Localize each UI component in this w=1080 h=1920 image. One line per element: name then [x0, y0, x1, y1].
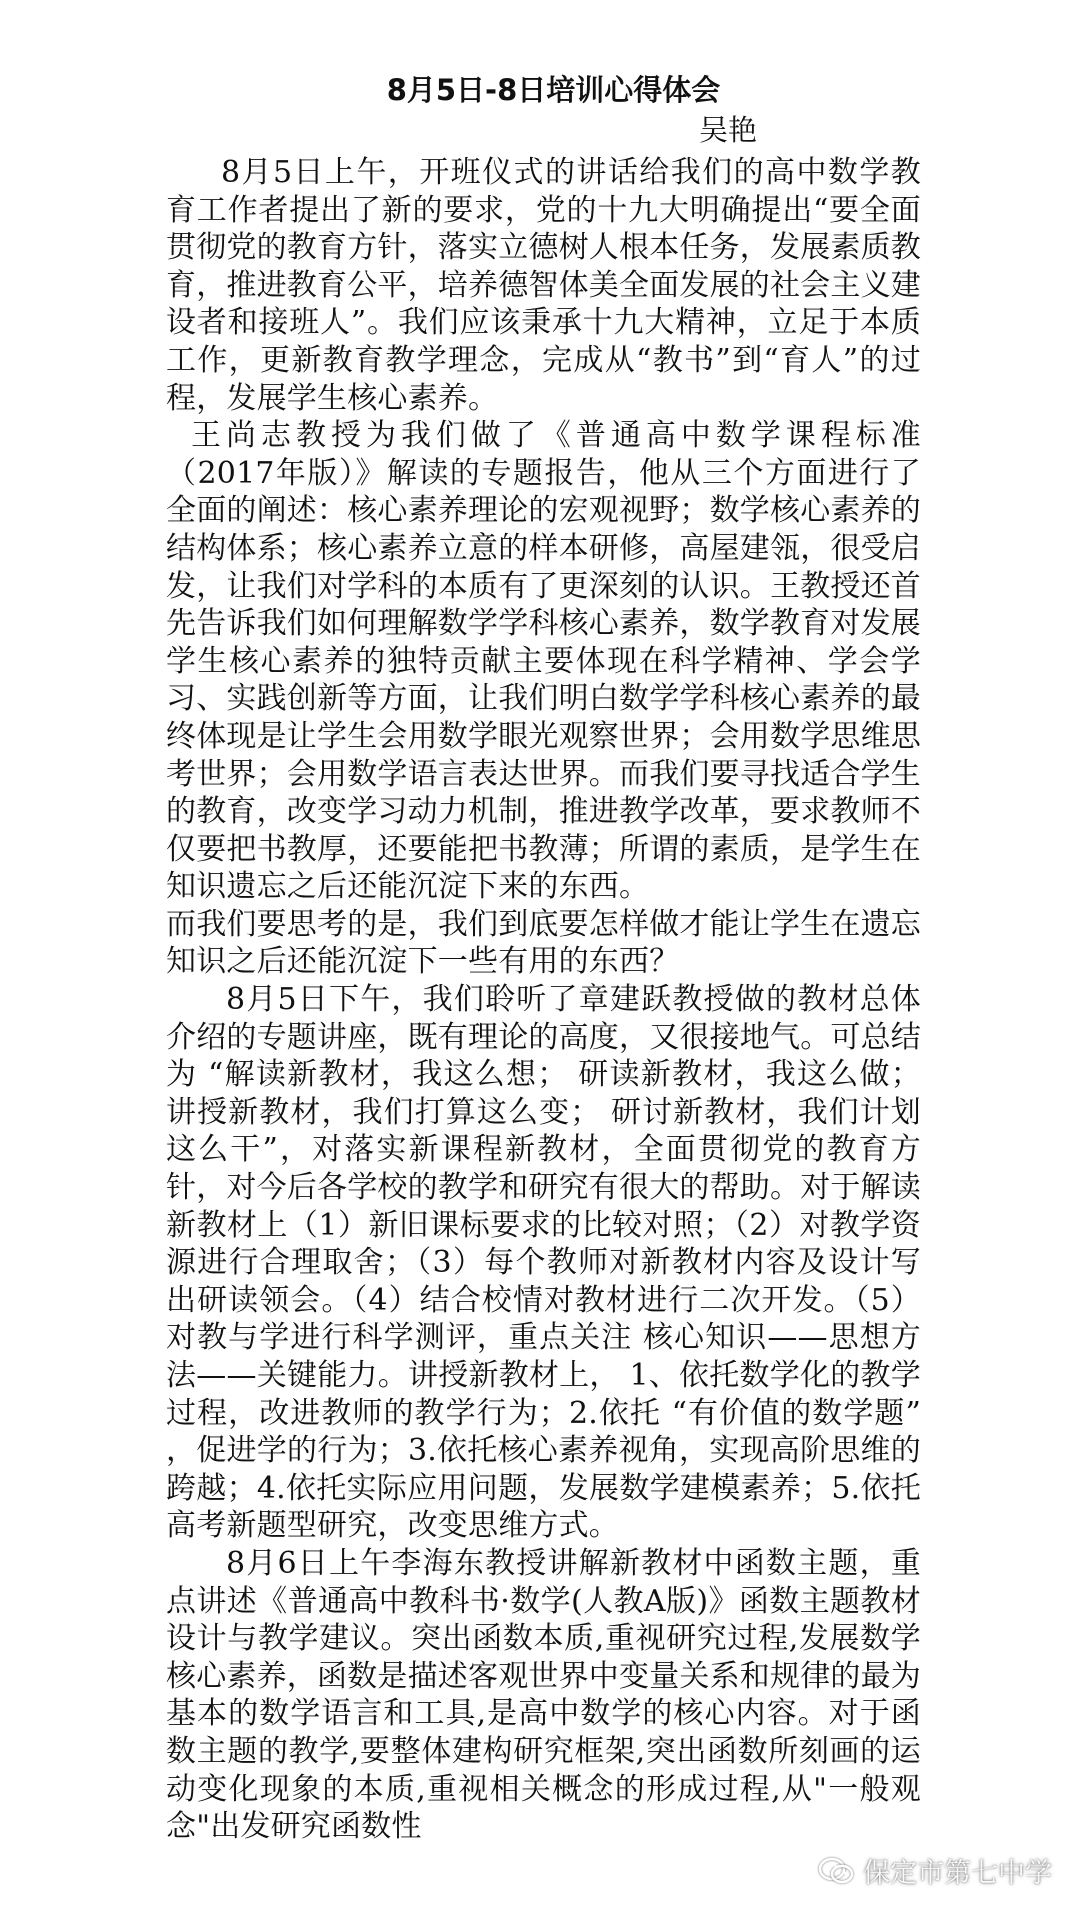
watermark: [817, 1851, 1052, 1890]
document-author: 吴艳: [699, 113, 758, 147]
paragraph: 8月6日上午李海东教授讲解新教材中函数主题，重点讲述《普通高中教科书·数学(人教A版)》函数主题教材设计与教学建议。突出函数本质,重视研究过程,发展数学核心素养，函数是描述客观世界中变量关系和规律的最为基本的数学语言和工具,是高中数学的核心内容。对于函数主题的教学,要整体建构研究框架,突出函数所刻画的运动变化现象的本质,重视相关概念的形成过程,从"一般观念"出发研究函数性: [166, 1545, 921, 1845]
paragraph: 王尚志教授为我们做了《普通高中数学课程标准（2017年版）》解读的专题报告，他从三个方面进行了全面的阐述：核心素养理论的宏观视野；数学核心素养的结构体系；核心素养立意的样本研修，高屋建瓴，很受启发，让我们对学科的本质有了更深刻的认识。王教授还首先告诉我们如何理解数学学科核心素养，数学教育对发展学生核心素养的独特贡献主要体现在科学精神、学会学习、实践创新等方面，让我们明白数学学科核心素养的最终体现是让学生会用数学眼光观察世界；会用数学思维思考世界；会用数学语言表达世界。而我们要寻找适合学生的教育，改变学习动力机制，推进教学改革，要求教师不仅要把书教厚，还要能把书教薄；所谓的素质，是学生在知识遗忘之后还能沉淀下来的东西。: [166, 418, 922, 905]
wechat-icon: [817, 1856, 855, 1886]
document-body: [166, 154, 921, 1846]
paragraph: 8月5日上午，开班仪式的讲话给我们的高中数学教育工作者提出了新的要求，党的十九大明确提出“要全面贯彻党的教育方针，落实立德树人根本任务，发展素质教育，推进教育公平，培养德智体美全面发展的社会主义建设者和接班人”。我们应该秉承十九大精神，立足于本质工作，更新教育教学理念，完成从“教书”到“育人”的过程，发展学生核心素养。: [166, 155, 921, 416]
paragraph: 而我们要思考的是，我们到底要怎样做才能让学生在遗忘知识之后还能沉淀下一些有用的东西？: [166, 906, 921, 980]
paragraph: 8月5日下午，我们聆听了章建跃教授做的教材总体介绍的专题讲座，既有理论的高度，又很接地气。可总结为 “解读新教材，我这么想； 研读新教材，我这么做； 讲授新教材，我们打算这么变； 研讨新教材，我们计划这么干”，对落实新课程新教材，全面贯彻党的教育方针，对今后各学校的教学和研究有很大的帮助。对于解读新教材上（1）新旧课标要求的比较对照；（2）对教学资源进行合理取舍；（3）每个教师对新教材内容及设计写出研读领会。（4）结合校情对教材进行二次开发。（5）对教与学进行科学测评，重点关注 核心知识——思想方法——关键能力。讲授新教材上， 1、依托数学化的教学过程，改进教师的教学行为；2.依托 “有价值的数学题” ，促进学的行为；3.依托核心素养视角，实现高阶思维的跨越；4.依托实际应用问题，发展数学建模素养；5.依托高考新题型研究，改变思维方式。: [166, 982, 921, 1544]
document-title: 8月5日-8日培训心得体会: [386, 73, 721, 107]
watermark-text: 保定市第七中学: [863, 1858, 1052, 1889]
document: [166, 70, 921, 1846]
